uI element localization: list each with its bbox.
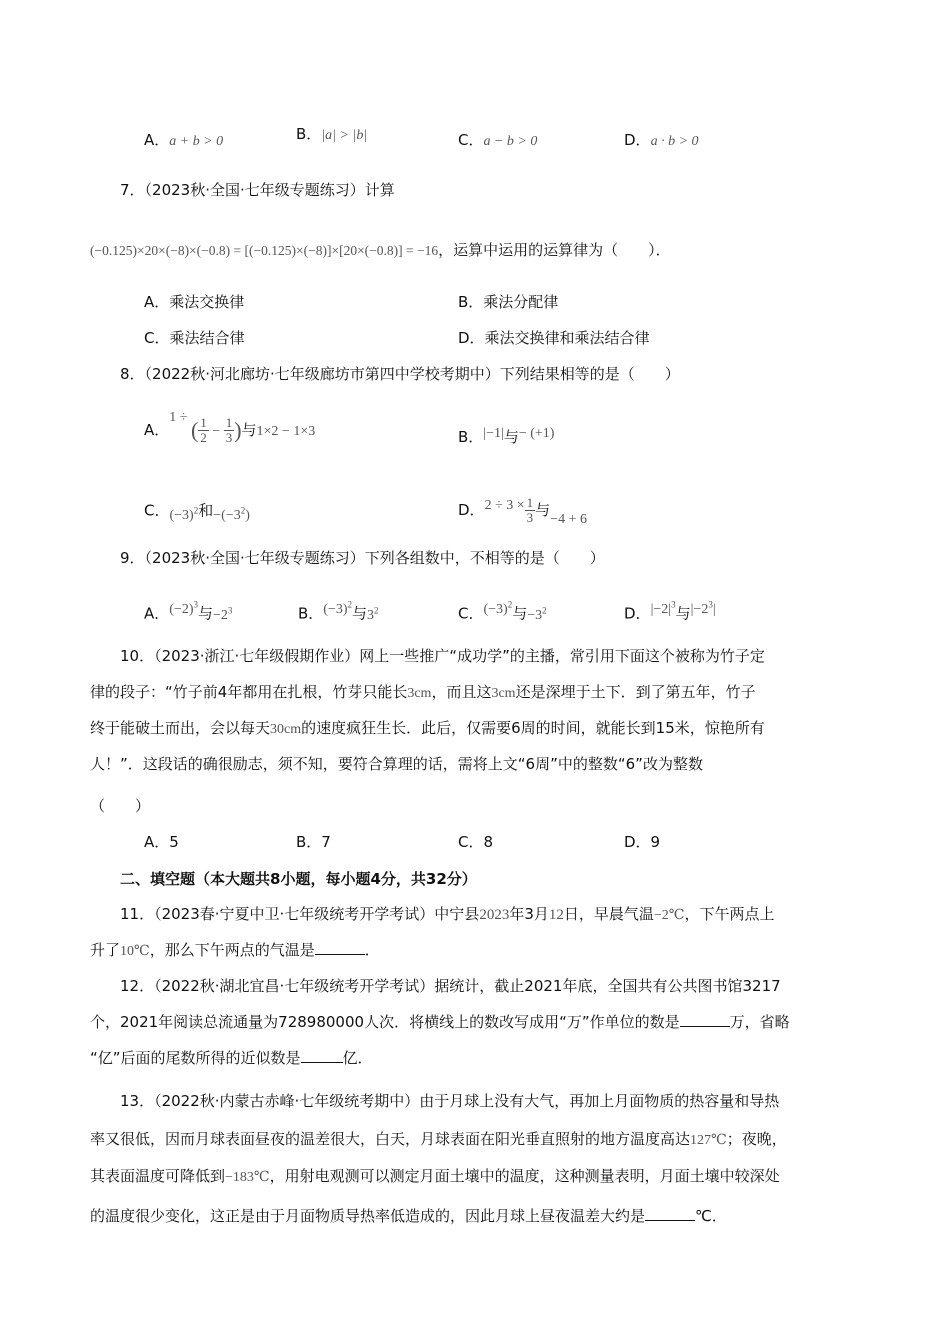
- q7-option-b: B．乘法分配律: [458, 293, 559, 311]
- q6-option-b: B．|a| > |b|: [296, 125, 368, 143]
- q8-option-d: D．2 ÷ 3 × $\frac{1}{3}$ 与−4 + 6: [458, 495, 587, 527]
- q8-stem: [120, 364, 680, 384]
- q12-number: 12．: [120, 977, 155, 995]
- q7-option-a: A．乘法交换律: [144, 293, 245, 311]
- q8-option-b: B．|−1|与− (+1): [458, 426, 555, 446]
- q9-option-d: D．$|-2|^3$与$|-2^3|$: [624, 599, 716, 623]
- q12-line3: “亿”后面的尾数所得的近似数是 亿．: [90, 1049, 373, 1067]
- q9-number: 9．: [120, 549, 145, 567]
- q10-option-d: D．9: [624, 833, 661, 851]
- q10-line5: （ ）: [90, 797, 151, 815]
- q7-stem: [120, 180, 395, 200]
- q9-option-b: B．$(-3)^2$与$3^2$: [298, 599, 379, 623]
- q10-number: 10．: [120, 647, 155, 665]
- q6-option-c: C．a − b > 0: [458, 131, 538, 149]
- q6-a-expr: a + b > 0: [169, 134, 224, 149]
- q10-option-a: A．5: [144, 833, 179, 851]
- q11-number: 11．: [120, 905, 155, 923]
- q9-option-a: A．$(-2)^3$与$-2^3$: [144, 599, 233, 623]
- q6-option-a: A．a + b > 0: [144, 131, 224, 149]
- q10-line2: 律的段子：“竹子前4年都用在扎根，竹芽只能长3cm，而且这3cm还是深埋于土下．到了第五年，竹子: [90, 683, 756, 701]
- q7-formula: (−0.125)×20×(−8)×(−0.8) = [(−0.125)×(−8)]×[20×(−0.8)] = −16: [90, 243, 439, 258]
- section-2-heading: 二、填空题（本大题共8小题，每小题4分，共32分）: [120, 870, 477, 888]
- q6-option-d: D．a · b > 0: [624, 131, 699, 149]
- q8-option-c: C．$(-3)^2$和$-(-3^2)$: [144, 501, 250, 523]
- q10-option-c: C．8: [458, 833, 494, 851]
- q9-source: （2023秋·全国·七年级专题练习）下列各组数中，不相等的是（ ）: [144, 549, 605, 567]
- q13-line2: 率又很低，因而月球表面昼夜的温差很大，白天，月球表面在阳光垂直照射的地方温度高达127℃；夜晚，: [90, 1130, 787, 1148]
- q10-line4: 人！”．这段话的确很励志，须不知，要符合算理的话，需将上文“6周”中的整数“6”改为整数: [90, 755, 703, 773]
- q13-line3: 其表面温度可降低到−183℃，用射电观测可以测定月面土壤中的温度，这种测量表明，月面土壤中较深处: [90, 1167, 780, 1185]
- q9-stem: [120, 548, 605, 568]
- q6-c-expr: a − b > 0: [483, 134, 538, 149]
- q10-line3: 终于能破土而出，会以每天30cm的速度疯狂生长．此后，仅需要6周的时间，就能长到15米，惊艳所有: [90, 719, 765, 737]
- q13-line4: 的温度很少变化，这正是由于月面物质导热率低造成的，因此月球上昼夜温差大约是 ℃．: [90, 1207, 727, 1225]
- q8-source: （2022秋·河北廊坊·七年级廊坊市第四中学校考期中）下列结果相等的是（ ）: [144, 365, 680, 383]
- q7-formula-line: [90, 240, 671, 261]
- q10-line1: 10．（2023·浙江·七年级假期作业）网上一些推广“成功学”的主播，常引用下面这个被称为竹子定: [120, 647, 765, 665]
- q6-d-expr: a · b > 0: [650, 134, 699, 149]
- q12-answer-blank-2[interactable]: [301, 1048, 343, 1063]
- q12-answer-blank-1[interactable]: [680, 1012, 730, 1027]
- q7-source: （2023秋·全国·七年级专题练习）计算: [144, 181, 395, 199]
- q7-option-d: D．乘法交换律和乘法结合律: [458, 329, 650, 347]
- q12-line1: 12．（2022秋·湖北宜昌·七年级统考开学考试）据统计，截止2021年底，全国共有公共图书馆3217: [120, 977, 781, 995]
- q13-answer-blank[interactable]: [645, 1206, 695, 1221]
- q11-line2: 升了10℃，那么下午两点的气温是 ．: [90, 941, 380, 959]
- q9-option-c: C．$(-3)^2$与$-3^2$: [458, 599, 547, 623]
- q13-line1: 13．（2022秋·内蒙古赤峰·七年级统考期中）由于月球上没有大气，再加上月面物质的热容量和导热: [120, 1092, 780, 1110]
- q13-number: 13．: [120, 1092, 155, 1110]
- q11-answer-blank[interactable]: [315, 940, 365, 955]
- q8-number: 8．: [120, 365, 145, 383]
- q7-number: 7．: [120, 181, 145, 199]
- q11-line1: 11．（2023春·宁夏中卫·七年级统考开学考试）中宁县2023年3月12日，早晨气温−2℃，下午两点上: [120, 905, 775, 923]
- q10-option-b: B．7: [296, 833, 331, 851]
- q7-option-c: C．乘法结合律: [144, 329, 245, 347]
- q8-option-a: A．1 ÷ ( $\frac{1}{2}$ − $\frac{1}{3}$ )与1×2 − 1×3: [144, 410, 316, 445]
- q12-line2: 个，2021年阅读总流通量为728980000人次．将横线上的数改写成用“万”作单位的数是 万，省略: [90, 1013, 790, 1031]
- q6-b-expr: |a| > |b|: [321, 128, 368, 143]
- q7-tail: ，运算中运用的运算律为（ ）．: [438, 241, 671, 259]
